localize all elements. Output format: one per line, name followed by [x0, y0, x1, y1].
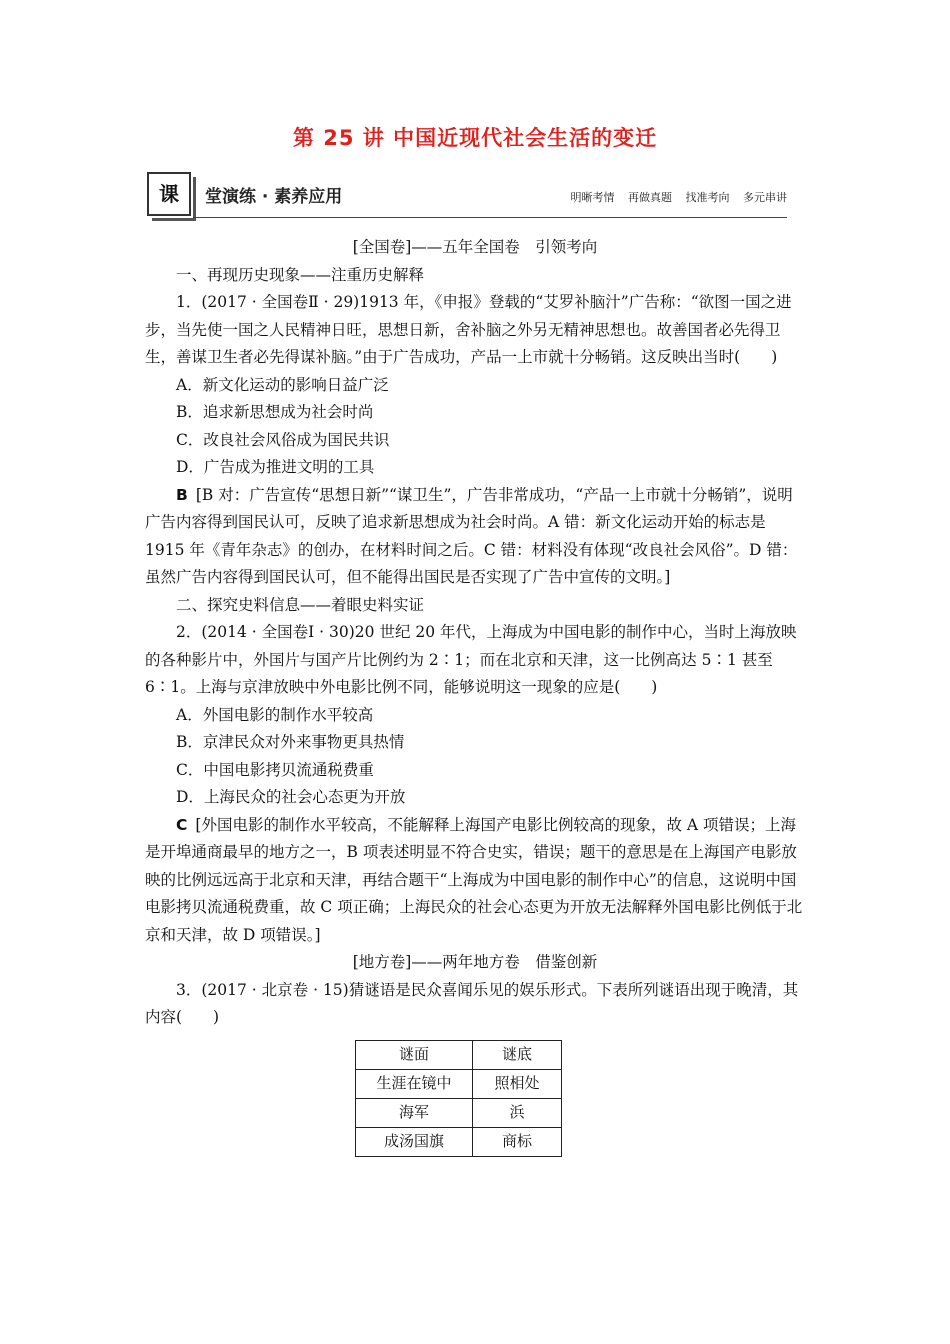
question-1-option-c: C．改良社会风俗成为国民共识	[176, 430, 390, 449]
question-2-option-d: D．上海民众的社会心态更为开放	[176, 788, 406, 806]
question-2-explanation: [外国电影的制作水平较高，不能解释上海国产电影比例较高的现象，故 A 项错误；上海是开埠通商最早的地方之一，B 项表述明显不符合史实，错误；题干的意思是在上海国产电影放映的比例远远高于北京和天津，再结合题干“上海成为中国电影的制作中心”的信息，这说明中国电影拷贝流通税费重，故 C 项正确；上海民众的社会心态更为开放无法解释外国电影比例低于北京和天津，故 D 项错误。]	[145, 815, 803, 944]
table-cell: 商标	[473, 1127, 562, 1156]
document-body	[145, 234, 805, 1157]
question-1-explanation: [B 对：广告宣传“思想日新”“谋卫生”，广告非常成功，“产品一上市就十分畅销”，说明广告内容得到国民认可，反映了追求新思想成为社会时尚。A 错：新文化运动开始的标志是 1915 年《青年杂志》的创办，在材料时间之后。C 错：材料没有体现“改良社会风俗”。D 错：虽然广告内容得到国民认可，但不能得出国民是否实现了广告中宣传的文明。]	[145, 485, 798, 586]
table-cell: 照相处	[473, 1069, 562, 1098]
question-2-option-b: B．京津民众对外来事物更具热情	[176, 733, 405, 751]
table-row	[356, 1098, 562, 1127]
question-2-option-c: C．中国电影拷贝流通税费重	[176, 760, 374, 779]
table-header-cell: 谜面	[356, 1040, 473, 1069]
banner-tags: 明晰考情 再做真题 找准考向 多元串讲	[570, 191, 787, 204]
table-row	[356, 1127, 562, 1156]
banner-box-char: 课	[147, 172, 191, 216]
question-2-stem: 2．(2014 · 全国卷Ⅰ · 30)20 世纪 20 年代，上海成为中国电影的制作中心，当时上海放映的各种影片中，外国片与国产片比例约为 2∶1；而在北京和天津，这一比例高达 5∶1 甚至 6∶1。上海与京津放映中外电影比例不同，能够说明这一现象的应是( )	[145, 623, 797, 696]
question-1-option-d: D．广告成为推进文明的工具	[176, 458, 375, 476]
table-row	[356, 1069, 562, 1098]
banner-divider	[193, 217, 787, 218]
part-heading-2: 二、探究史料信息——着眼史料实证	[176, 595, 425, 614]
question-1-option-a: A．新文化运动的影响日益广泛	[176, 375, 389, 394]
page-title: 第 25 讲 中国近现代社会生活的变迁	[292, 126, 658, 150]
section-banner	[147, 172, 787, 218]
question-1-answer-block	[145, 482, 805, 592]
question-2-answer: C	[176, 815, 188, 834]
section-heading-local: [地方卷]——两年地方卷 借鉴创新	[352, 953, 598, 971]
question-2-option-a: A．外国电影的制作水平较高	[176, 705, 374, 724]
table-cell: 海军	[356, 1098, 473, 1127]
section-heading-national: [全国卷]——五年全国卷 引领考向	[352, 238, 598, 256]
riddle-table	[355, 1040, 562, 1157]
part-heading-1: 一、再现历史现象——注重历史解释	[176, 265, 425, 284]
question-1-answer: B	[176, 485, 188, 504]
banner-title: 堂演练 · 素养应用	[205, 187, 343, 207]
question-1-stem: 1．(2017 · 全国卷Ⅱ · 29)1913 年，《申报》登载的“艾罗补脑汁”广告称：“欲图一国之进步，当先使一国之人民精神日旺，思想日新，舍补脑之外另无精神思想也。故善国者必先得卫生，善谋卫生者必先得谋补脑。”由于广告成功，产品一上市就十分畅销。这反映出当时( )	[145, 293, 792, 366]
table-cell: 浜	[473, 1098, 562, 1127]
table-header-row	[356, 1040, 562, 1069]
table-cell: 生涯在镜中	[356, 1069, 473, 1098]
question-2-answer-block	[145, 812, 805, 950]
table-header-cell: 谜底	[473, 1040, 562, 1069]
question-1-option-b: B．追求新思想成为社会时尚	[176, 403, 374, 421]
question-3-stem: 3．(2017 · 北京卷 · 15)猜谜语是民众喜闻乐见的娱乐形式。下表所列谜语出现于晚清，其内容( )	[145, 980, 799, 1026]
table-cell: 成汤国旗	[356, 1127, 473, 1156]
